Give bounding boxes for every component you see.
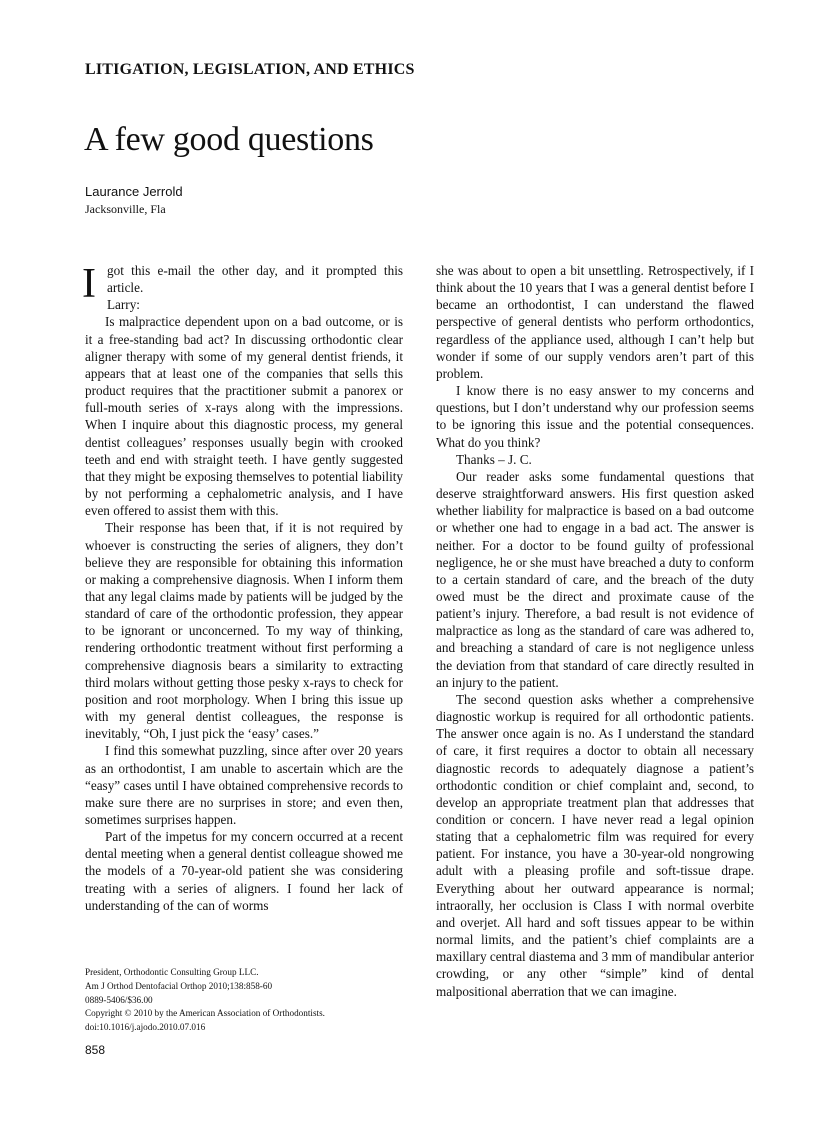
article-right-column [436, 262, 754, 1000]
section-label: LITIGATION, LEGISLATION, AND ETHICS [85, 61, 415, 78]
article-title: A few good questions [84, 121, 374, 158]
paragraph: The second question asks whether a comprehensive diagnostic workup is required for all orthodontic patients. The answer once again is no. As I understand the standard of care, it first requires a doctor to obtain all necessary diagnostic records to adequately diagnose a patient’s orthodontic condition or chief complaint and, second, to develop an appropriate treatment plan that addresses that condition or concern. I have never read a legal opinion stating that a cephalometric film was required for every patient. For instance, you have a 30-year-old nongrowing adult with a pleasing profile and soft-tissue drape. Everything about her outward appearance is normal; intraorally, her occlusion is Class I with normal overbite and overjet. All hard and soft tissues appear to be within normal limits, and the patient’s chief complaints are a maxillary central diastema and 3 mm of mandibular anterior crowding, or any other “simple” kind of dental malpositional aberration that we can imagine. [436, 691, 754, 999]
paragraph: Their response has been that, if it is not required by whoever is constructing the series of aligners, they don’t believe they are responsible for obtaining this information or making a comprehensive diagnosis. When I inform them that any legal claims made by patients will be judged by the standard of care of the orthodontic profession, they appear to be ignorant or unconcerned. To my way of thinking, rendering orthodontic treatment without first performing a comprehensive diagnosis bears a similarity to extracting third molars without getting those pesky x-rays to check for position and root morphology. When I bring this issue up with my general dentist colleagues, the response is inevitably, “Oh, I just pick the ‘easy’ cases.” [85, 520, 403, 742]
footnote-copyright: Copyright © 2010 by the American Association of Orthodontists. [85, 1008, 325, 1019]
opening-block [82, 261, 403, 313]
footnote-doi: doi:10.1016/j.ajodo.2010.07.016 [85, 1022, 206, 1033]
footnote-citation: Am J Orthod Dentofacial Orthop 2010;138:858-60 [85, 980, 273, 991]
article-left-column [82, 261, 403, 914]
salutation: Larry: [107, 297, 140, 313]
paragraph: Is malpractice dependent upon on a bad outcome, or is it a free-standing bad act? In discussing orthodontic clear aligner therapy with some of my general dentist friends, it appears that at least one of the companies that sells this product requires that the practitioner submit a panorex or full-mouth series of x-rays along with the impressions. When I inquire about this diagnostic process, my general dentist colleagues’ responses usually begin with crooked teeth and end with straight teeth. I have gently suggested that they might be exposing themselves to potential liability by not performing a cephalometric analysis, and I have even offered to assist them with this. [85, 314, 403, 519]
drop-cap: I [82, 261, 96, 307]
signoff: Thanks – J. C. [456, 451, 532, 467]
footnote-affiliation: President, Orthodontic Consulting Group LLC. [85, 967, 259, 977]
author-name: Laurance Jerrold [85, 184, 183, 199]
opening-line: got this e-mail the other day, and it prompted this article. [107, 263, 403, 296]
paragraph: Part of the impetus for my concern occurred at a recent dental meeting when a general dentist colleague showed me the models of a 70-year-old patient she was considering treating with a series of aligners. I found her lack of understanding of the can of worms [85, 829, 403, 913]
footnote [85, 966, 403, 1035]
author-affiliation: Jacksonville, Fla [85, 202, 166, 216]
page-number: 858 [85, 1043, 106, 1057]
paragraph: I find this somewhat puzzling, since after over 20 years as an orthodontist, I am unable to ascertain which are the “easy” cases until I have obtained comprehensive records to make sure there are no surprises in store; and even then, sometimes surprises happen. [85, 743, 403, 827]
footnote-price: 0889-5406/$36.00 [85, 994, 153, 1005]
paragraph: she was about to open a bit unsettling. Retrospectively, if I think about the 10 years that I was a general dentist before I became an orthodontist, I can understand the flawed perspective of general dentists who perform orthodontics, regardless of the appliance used, although I can’t help but wonder if some of our supply vendors aren’t part of this problem. [436, 263, 754, 381]
paragraph: Our reader asks some fundamental questions that deserve straightforward answers. His first question asked whether liability for malpractice is based on a bad outcome or whether one had to engage in a bad act. The answer is neither. For a doctor to be found guilty of professional negligence, he or she must have breached a duty to conform to a certain standard of care, and the breach of the duty owed must be the direct and proximate cause of the patient’s injury. Therefore, a bad result is not evidence of malpractice as long as the standard of care was adhered to, and breaching a standard of care is not negligence unless the deviation from that standard of care directly resulted in an injury to the patient. [436, 468, 754, 690]
paragraph: I know there is no easy answer to my concerns and questions, but I don’t understand why our profession seems to be ignoring this issue and the potential consequences. What do you think? [436, 383, 754, 450]
